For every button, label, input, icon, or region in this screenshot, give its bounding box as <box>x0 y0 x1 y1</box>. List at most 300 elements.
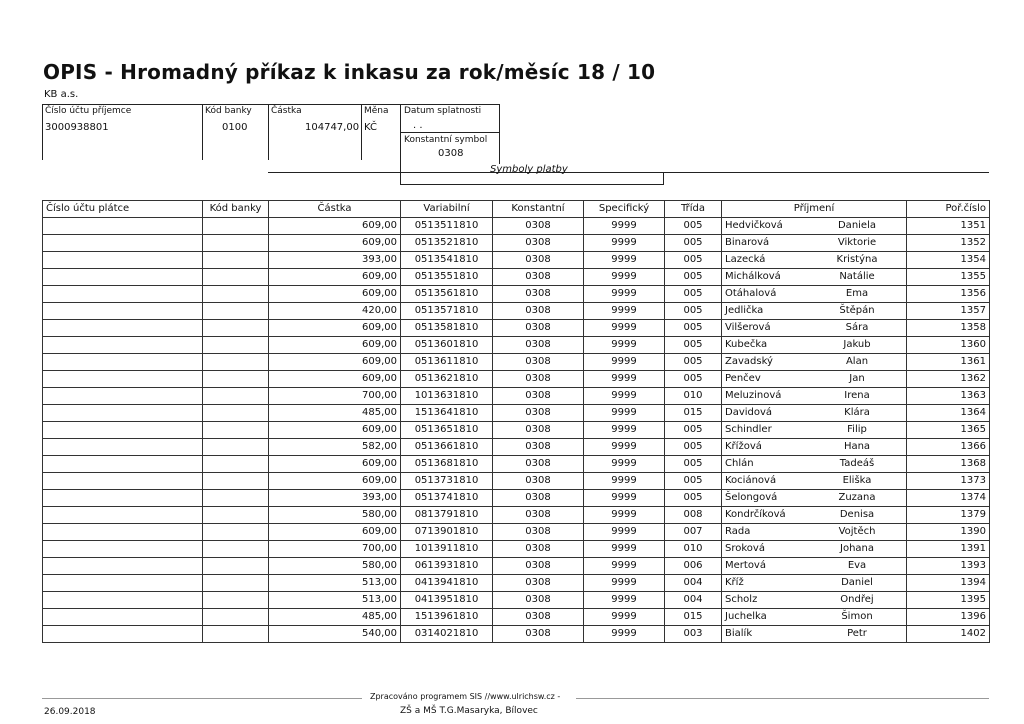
variable-symbol-cell: 0513541810 <box>401 252 493 269</box>
due-date-label: Datum splatnosti <box>404 106 482 116</box>
firstname-text: Zuzana <box>838 492 876 503</box>
firstname-text: Eva <box>847 560 867 571</box>
class-cell: 005 <box>665 286 722 303</box>
surname-text: Binarová <box>725 237 770 248</box>
table-row <box>43 490 990 507</box>
bank-code-cell <box>203 490 269 507</box>
bank-code-cell <box>203 269 269 286</box>
table-row <box>43 626 990 643</box>
name-cell <box>722 524 907 541</box>
payer-account-cell <box>43 473 203 490</box>
variable-symbol-cell: 0513581810 <box>401 320 493 337</box>
class-cell: 006 <box>665 558 722 575</box>
firstname-text: Irena <box>844 390 870 401</box>
payer-account-cell <box>43 422 203 439</box>
class-cell: 010 <box>665 388 722 405</box>
bank-code-cell <box>203 371 269 388</box>
amount-cell: 609,00 <box>269 422 401 439</box>
header-box-sep-3 <box>361 104 362 160</box>
name-cell <box>722 575 907 592</box>
payer-account-cell <box>43 609 203 626</box>
surname-text: Kříž <box>725 577 744 588</box>
constant-symbol-cell: 0308 <box>493 337 584 354</box>
constant-symbol-cell: 0308 <box>493 490 584 507</box>
col-amount: Částka <box>269 201 401 218</box>
col-surname: Příjmení <box>722 201 907 218</box>
table-row <box>43 371 990 388</box>
class-cell: 015 <box>665 405 722 422</box>
name-cell <box>722 456 907 473</box>
constant-symbol-cell: 0308 <box>493 405 584 422</box>
firstname-text: Daniela <box>837 220 876 231</box>
specific-symbol-cell: 9999 <box>584 388 665 405</box>
payer-account-cell <box>43 405 203 422</box>
variable-symbol-cell: 1013911810 <box>401 541 493 558</box>
bank-code-cell <box>203 575 269 592</box>
col-specific: Specifický <box>584 201 665 218</box>
constant-symbol-cell: 0308 <box>493 456 584 473</box>
surname-text: Davidová <box>725 407 773 418</box>
specific-symbol-cell: 9999 <box>584 252 665 269</box>
payer-account-cell <box>43 252 203 269</box>
header-box-sep-4 <box>400 104 401 164</box>
specific-symbol-cell: 9999 <box>584 320 665 337</box>
surname-text: Mertová <box>725 560 766 571</box>
specific-symbol-cell: 9999 <box>584 218 665 235</box>
bank-code-cell <box>203 303 269 320</box>
variable-symbol-cell: 0813791810 <box>401 507 493 524</box>
table-header-row <box>43 201 990 218</box>
constant-symbol-cell: 0308 <box>493 235 584 252</box>
variable-symbol-cell: 0513651810 <box>401 422 493 439</box>
payer-account-cell <box>43 320 203 337</box>
amount-cell: 420,00 <box>269 303 401 320</box>
table-row <box>43 609 990 626</box>
bank-code-cell <box>203 592 269 609</box>
specific-symbol-cell: 9999 <box>584 558 665 575</box>
table-row <box>43 218 990 235</box>
bank-code-cell <box>203 405 269 422</box>
variable-symbol-cell: 0513661810 <box>401 439 493 456</box>
amount-cell: 609,00 <box>269 269 401 286</box>
order-cell: 1366 <box>907 439 990 456</box>
class-cell: 008 <box>665 507 722 524</box>
order-cell: 1358 <box>907 320 990 337</box>
table-row <box>43 388 990 405</box>
constant-symbol-cell: 0308 <box>493 609 584 626</box>
order-cell: 1393 <box>907 558 990 575</box>
name-cell <box>722 252 907 269</box>
firstname-text: Kristýna <box>836 254 878 265</box>
recipient-account-value: 3000938801 <box>45 122 109 133</box>
col-order: Poř.číslo <box>907 201 990 218</box>
surname-text: Otáhalová <box>725 288 777 299</box>
order-cell: 1395 <box>907 592 990 609</box>
col-bank-code: Kód banky <box>203 201 269 218</box>
table-row <box>43 286 990 303</box>
order-cell: 1352 <box>907 235 990 252</box>
firstname-text: Filip <box>847 424 867 435</box>
symbols-header: Symboly platby <box>490 164 568 175</box>
variable-symbol-cell: 0513741810 <box>401 490 493 507</box>
table-row <box>43 320 990 337</box>
table-row <box>43 337 990 354</box>
order-cell: 1355 <box>907 269 990 286</box>
specific-symbol-cell: 9999 <box>584 524 665 541</box>
payer-account-cell <box>43 371 203 388</box>
variable-symbol-cell: 1013631810 <box>401 388 493 405</box>
order-cell: 1351 <box>907 218 990 235</box>
class-cell: 003 <box>665 626 722 643</box>
bank-code-label: Kód banky <box>205 106 252 116</box>
name-cell <box>722 507 907 524</box>
name-cell <box>722 473 907 490</box>
payer-account-cell <box>43 354 203 371</box>
bank-code-value: 0100 <box>222 122 248 133</box>
table-row <box>43 473 990 490</box>
bank-code-cell <box>203 473 269 490</box>
table-row <box>43 303 990 320</box>
payer-account-cell <box>43 541 203 558</box>
specific-symbol-cell: 9999 <box>584 541 665 558</box>
firstname-text: Petr <box>847 628 867 639</box>
table-row <box>43 252 990 269</box>
payments-table <box>42 200 990 643</box>
symbols-band-left-line <box>400 164 401 184</box>
payer-account-cell <box>43 575 203 592</box>
bank-code-cell <box>203 337 269 354</box>
constant-symbol-label: Konstantní symbol <box>404 135 488 145</box>
surname-text: Michálková <box>725 271 781 282</box>
order-cell: 1357 <box>907 303 990 320</box>
surname-text: Lazecká <box>725 254 766 265</box>
order-cell: 1379 <box>907 507 990 524</box>
bank-name: KB a.s. <box>44 89 79 100</box>
variable-symbol-cell: 0713901810 <box>401 524 493 541</box>
footer-line-right <box>576 698 989 699</box>
variable-symbol-cell: 0513621810 <box>401 371 493 388</box>
class-cell: 005 <box>665 473 722 490</box>
constant-symbol-cell: 0308 <box>493 320 584 337</box>
specific-symbol-cell: 9999 <box>584 286 665 303</box>
name-cell <box>722 354 907 371</box>
bank-code-cell <box>203 286 269 303</box>
bank-code-cell <box>203 456 269 473</box>
amount-cell: 700,00 <box>269 541 401 558</box>
class-cell: 015 <box>665 609 722 626</box>
table-row <box>43 439 990 456</box>
header-box-mid-line <box>400 132 500 133</box>
constant-symbol-cell: 0308 <box>493 218 584 235</box>
table-row <box>43 592 990 609</box>
name-cell <box>722 337 907 354</box>
symbols-band-bottom-line <box>400 184 664 185</box>
class-cell: 005 <box>665 354 722 371</box>
variable-symbol-cell: 0513561810 <box>401 286 493 303</box>
recipient-account-label: Číslo účtu příjemce <box>45 106 132 116</box>
class-cell: 004 <box>665 575 722 592</box>
firstname-text: Jakub <box>843 339 871 350</box>
specific-symbol-cell: 9999 <box>584 269 665 286</box>
class-cell: 005 <box>665 422 722 439</box>
due-date-value: . . <box>413 120 423 131</box>
constant-symbol-cell: 0308 <box>493 252 584 269</box>
name-cell <box>722 388 907 405</box>
constant-symbol-cell: 0308 <box>493 575 584 592</box>
specific-symbol-cell: 9999 <box>584 439 665 456</box>
payer-account-cell <box>43 456 203 473</box>
constant-symbol-cell: 0308 <box>493 439 584 456</box>
specific-symbol-cell: 9999 <box>584 507 665 524</box>
payer-account-cell <box>43 235 203 252</box>
amount-cell: 582,00 <box>269 439 401 456</box>
firstname-text: Ema <box>845 288 869 299</box>
bank-code-cell <box>203 524 269 541</box>
table-row <box>43 405 990 422</box>
payer-account-cell <box>43 558 203 575</box>
variable-symbol-cell: 0513611810 <box>401 354 493 371</box>
amount-cell: 700,00 <box>269 388 401 405</box>
class-cell: 005 <box>665 218 722 235</box>
payer-account-cell <box>43 269 203 286</box>
col-payer-account: Číslo účtu plátce <box>43 201 203 218</box>
amount-cell: 513,00 <box>269 592 401 609</box>
amount-cell: 609,00 <box>269 337 401 354</box>
col-variable: Variabilní <box>401 201 493 218</box>
specific-symbol-cell: 9999 <box>584 473 665 490</box>
constant-symbol-cell: 0308 <box>493 558 584 575</box>
variable-symbol-cell: 0513681810 <box>401 456 493 473</box>
table-row <box>43 524 990 541</box>
firstname-text: Alan <box>845 356 869 367</box>
variable-symbol-cell: 0513571810 <box>401 303 493 320</box>
constant-symbol-cell: 0308 <box>493 507 584 524</box>
order-cell: 1394 <box>907 575 990 592</box>
name-cell <box>722 303 907 320</box>
constant-symbol-cell: 0308 <box>493 303 584 320</box>
firstname-text: Ondřej <box>840 594 874 605</box>
name-cell <box>722 235 907 252</box>
amount-value: 104747,00 <box>305 122 360 133</box>
symbols-band-right-line <box>663 172 664 184</box>
footer-date: 26.09.2018 <box>44 707 96 717</box>
class-cell: 005 <box>665 252 722 269</box>
constant-symbol-cell: 0308 <box>493 541 584 558</box>
amount-cell: 393,00 <box>269 490 401 507</box>
specific-symbol-cell: 9999 <box>584 592 665 609</box>
bank-code-cell <box>203 558 269 575</box>
order-cell: 1363 <box>907 388 990 405</box>
bank-code-cell <box>203 218 269 235</box>
payer-account-cell <box>43 490 203 507</box>
name-cell <box>722 371 907 388</box>
specific-symbol-cell: 9999 <box>584 609 665 626</box>
amount-cell: 393,00 <box>269 252 401 269</box>
constant-symbol-value: 0308 <box>438 148 464 159</box>
surname-text: Kondrčíková <box>725 509 786 520</box>
amount-cell: 609,00 <box>269 524 401 541</box>
name-cell <box>722 320 907 337</box>
bank-code-cell <box>203 320 269 337</box>
payer-account-cell <box>43 286 203 303</box>
firstname-text: Jan <box>849 373 865 384</box>
variable-symbol-cell: 0413941810 <box>401 575 493 592</box>
class-cell: 005 <box>665 235 722 252</box>
class-cell: 005 <box>665 269 722 286</box>
surname-text: Vilšerová <box>725 322 771 333</box>
amount-cell: 580,00 <box>269 507 401 524</box>
surname-text: Chlán <box>725 458 754 469</box>
order-cell: 1364 <box>907 405 990 422</box>
constant-symbol-cell: 0308 <box>493 388 584 405</box>
amount-cell: 609,00 <box>269 218 401 235</box>
amount-cell: 609,00 <box>269 320 401 337</box>
surname-text: Juchelka <box>725 611 767 622</box>
amount-cell: 485,00 <box>269 609 401 626</box>
order-cell: 1402 <box>907 626 990 643</box>
specific-symbol-cell: 9999 <box>584 337 665 354</box>
firstname-text: Eliška <box>842 475 872 486</box>
name-cell <box>722 422 907 439</box>
name-cell <box>722 439 907 456</box>
currency-value: KČ <box>364 122 377 133</box>
specific-symbol-cell: 9999 <box>584 490 665 507</box>
firstname-text: Šimon <box>841 611 873 622</box>
amount-cell: 609,00 <box>269 473 401 490</box>
specific-symbol-cell: 9999 <box>584 354 665 371</box>
constant-symbol-cell: 0308 <box>493 269 584 286</box>
order-cell: 1391 <box>907 541 990 558</box>
table-row <box>43 541 990 558</box>
table-row <box>43 507 990 524</box>
name-cell <box>722 269 907 286</box>
bank-code-cell <box>203 252 269 269</box>
variable-symbol-cell: 1513641810 <box>401 405 493 422</box>
name-cell <box>722 592 907 609</box>
name-cell <box>722 405 907 422</box>
specific-symbol-cell: 9999 <box>584 456 665 473</box>
firstname-text: Natálie <box>839 271 875 282</box>
table-row <box>43 558 990 575</box>
order-cell: 1361 <box>907 354 990 371</box>
variable-symbol-cell: 1513961810 <box>401 609 493 626</box>
class-cell: 005 <box>665 337 722 354</box>
currency-label: Měna <box>364 106 389 116</box>
constant-symbol-cell: 0308 <box>493 371 584 388</box>
surname-text: Bialík <box>725 628 753 639</box>
order-cell: 1354 <box>907 252 990 269</box>
header-box-sep-2 <box>268 104 269 160</box>
name-cell <box>722 558 907 575</box>
specific-symbol-cell: 9999 <box>584 371 665 388</box>
surname-text: Šelongová <box>725 492 778 503</box>
class-cell: 005 <box>665 456 722 473</box>
class-cell: 007 <box>665 524 722 541</box>
footer-school: ZŠ a MŠ T.G.Masaryka, Bílovec <box>400 706 538 716</box>
variable-symbol-cell: 0513731810 <box>401 473 493 490</box>
header-box-top-line <box>42 104 500 105</box>
surname-text: Rada <box>725 526 751 537</box>
firstname-text: Hana <box>843 441 871 452</box>
firstname-text: Daniel <box>841 577 873 588</box>
surname-text: Hedvičková <box>725 220 783 231</box>
document-title: OPIS - Hromadný příkaz k inkasu za rok/měsíc 18 / 10 <box>43 60 656 84</box>
constant-symbol-cell: 0308 <box>493 422 584 439</box>
table-row <box>43 456 990 473</box>
bank-code-cell <box>203 235 269 252</box>
order-cell: 1365 <box>907 422 990 439</box>
payer-account-cell <box>43 388 203 405</box>
amount-cell: 580,00 <box>269 558 401 575</box>
specific-symbol-cell: 9999 <box>584 405 665 422</box>
firstname-text: Denisa <box>839 509 875 520</box>
constant-symbol-cell: 0308 <box>493 286 584 303</box>
firstname-text: Vojtěch <box>838 526 876 537</box>
order-cell: 1368 <box>907 456 990 473</box>
bank-code-cell <box>203 439 269 456</box>
payer-account-cell <box>43 303 203 320</box>
amount-label: Částka <box>271 106 302 116</box>
payer-account-cell <box>43 439 203 456</box>
class-cell: 005 <box>665 490 722 507</box>
firstname-text: Sára <box>845 322 869 333</box>
payer-account-cell <box>43 524 203 541</box>
payer-account-cell <box>43 337 203 354</box>
name-cell <box>722 218 907 235</box>
amount-cell: 485,00 <box>269 405 401 422</box>
variable-symbol-cell: 0513511810 <box>401 218 493 235</box>
name-cell <box>722 286 907 303</box>
bank-code-cell <box>203 609 269 626</box>
firstname-text: Štěpán <box>839 305 875 316</box>
bank-code-cell <box>203 388 269 405</box>
name-cell <box>722 626 907 643</box>
bank-code-cell <box>203 626 269 643</box>
table-row <box>43 269 990 286</box>
specific-symbol-cell: 9999 <box>584 235 665 252</box>
surname-text: Kubečka <box>725 339 768 350</box>
order-cell: 1374 <box>907 490 990 507</box>
header-box-right-line <box>499 104 500 164</box>
order-cell: 1390 <box>907 524 990 541</box>
class-cell: 005 <box>665 303 722 320</box>
payer-account-cell <box>43 507 203 524</box>
footer-processed-by: Zpracováno programem SIS //www.ulrichsw.cz - <box>370 692 561 701</box>
specific-symbol-cell: 9999 <box>584 422 665 439</box>
variable-symbol-cell: 0513601810 <box>401 337 493 354</box>
payer-account-cell <box>43 626 203 643</box>
table-row <box>43 575 990 592</box>
class-cell: 004 <box>665 592 722 609</box>
col-constant: Konstantní <box>493 201 584 218</box>
firstname-text: Tadeáš <box>839 458 875 469</box>
class-cell: 005 <box>665 371 722 388</box>
class-cell: 005 <box>665 320 722 337</box>
order-cell: 1360 <box>907 337 990 354</box>
table-row <box>43 354 990 371</box>
constant-symbol-cell: 0308 <box>493 592 584 609</box>
surname-text: Schindler <box>725 424 772 435</box>
table-row <box>43 422 990 439</box>
order-cell: 1362 <box>907 371 990 388</box>
constant-symbol-cell: 0308 <box>493 354 584 371</box>
firstname-text: Klára <box>844 407 870 418</box>
specific-symbol-cell: 9999 <box>584 626 665 643</box>
surname-text: Meluzinová <box>725 390 782 401</box>
surname-text: Jedlička <box>725 305 764 316</box>
order-cell: 1396 <box>907 609 990 626</box>
bank-code-cell <box>203 422 269 439</box>
